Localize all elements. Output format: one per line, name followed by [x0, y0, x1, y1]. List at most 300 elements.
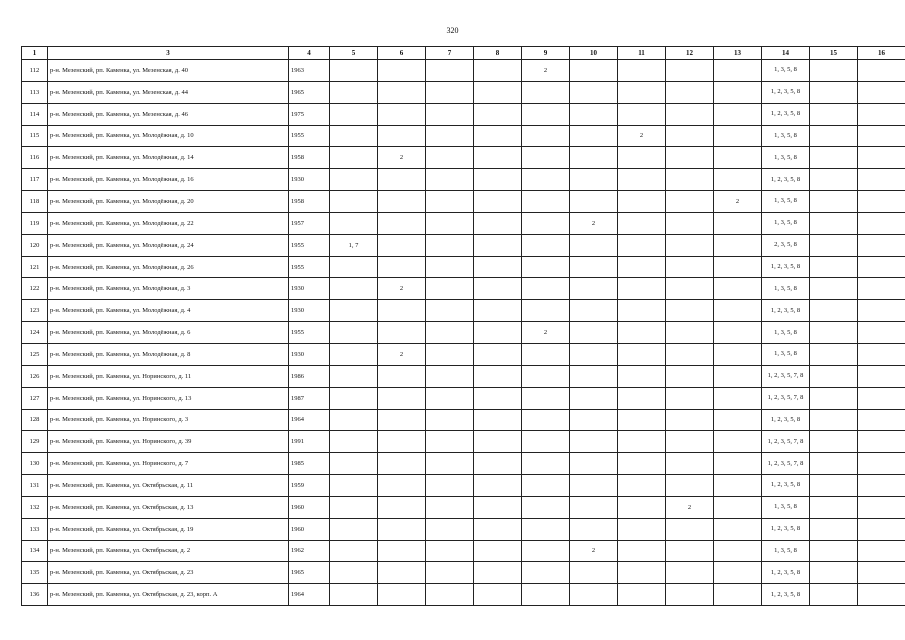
- col-8-cell: [474, 540, 522, 562]
- col-8-cell: [474, 453, 522, 475]
- row-number-cell: 112: [22, 60, 48, 82]
- col-7-cell: [426, 191, 474, 213]
- col-12-cell: [666, 81, 714, 103]
- col-11-cell: [618, 278, 666, 300]
- col-12-cell: [666, 125, 714, 147]
- col-6-cell: 2: [378, 147, 426, 169]
- col-16-cell: [858, 278, 905, 300]
- col-13-cell: [714, 540, 762, 562]
- col-12-cell: [666, 234, 714, 256]
- col-9-cell: 2: [522, 60, 570, 82]
- col-7-cell: [426, 147, 474, 169]
- col-13-cell: [714, 409, 762, 431]
- col-11-cell: [618, 431, 666, 453]
- column-header-4: 4: [289, 47, 330, 60]
- col-11-cell: [618, 300, 666, 322]
- col-13-cell: [714, 103, 762, 125]
- col-9-cell: 2: [522, 322, 570, 344]
- col-16-cell: [858, 60, 905, 82]
- col-13-cell: 2: [714, 191, 762, 213]
- col-7-cell: [426, 103, 474, 125]
- col-11-cell: [618, 322, 666, 344]
- col-14-cell: 1, 2, 3, 5, 8: [762, 256, 810, 278]
- col-16-cell: [858, 518, 905, 540]
- year-cell: 1991: [289, 431, 330, 453]
- row-number-cell: 116: [22, 147, 48, 169]
- col-8-cell: [474, 365, 522, 387]
- table-row: [22, 103, 905, 125]
- row-number-cell: 129: [22, 431, 48, 453]
- row-number-cell: 118: [22, 191, 48, 213]
- row-number-cell: 136: [22, 584, 48, 606]
- col-12-cell: [666, 540, 714, 562]
- col-7-cell: [426, 496, 474, 518]
- col-8-cell: [474, 343, 522, 365]
- page-number: 320: [446, 26, 459, 35]
- col-6-cell: 2: [378, 343, 426, 365]
- col-14-cell: 1, 3, 5, 8: [762, 60, 810, 82]
- column-header-1: 1: [22, 47, 48, 60]
- col-16-cell: [858, 125, 905, 147]
- col-12-cell: [666, 103, 714, 125]
- col-6-cell: [378, 256, 426, 278]
- col-13-cell: [714, 496, 762, 518]
- col-9-cell: [522, 147, 570, 169]
- col-7-cell: [426, 343, 474, 365]
- col-16-cell: [858, 562, 905, 584]
- col-8-cell: [474, 518, 522, 540]
- table-row: [22, 212, 905, 234]
- col-9-cell: [522, 191, 570, 213]
- col-11-cell: [618, 562, 666, 584]
- col-9-cell: [522, 169, 570, 191]
- col-13-cell: [714, 562, 762, 584]
- col-10-cell: 2: [570, 212, 618, 234]
- row-number-cell: 115: [22, 125, 48, 147]
- col-14-cell: 2, 3, 5, 8: [762, 234, 810, 256]
- col-8-cell: [474, 256, 522, 278]
- col-14-cell: 1, 2, 3, 5, 7, 8: [762, 453, 810, 475]
- col-7-cell: [426, 278, 474, 300]
- col-9-cell: [522, 212, 570, 234]
- col-8-cell: [474, 431, 522, 453]
- col-11-cell: [618, 409, 666, 431]
- address-cell: р-н. Мезенский, рп. Каменка, ул. Мезенская, д. 40: [48, 60, 289, 82]
- col-7-cell: [426, 60, 474, 82]
- table-row: [22, 191, 905, 213]
- year-cell: 1975: [289, 103, 330, 125]
- col-6-cell: [378, 191, 426, 213]
- table-row: [22, 540, 905, 562]
- col-12-cell: [666, 169, 714, 191]
- col-14-cell: 1, 2, 3, 5, 8: [762, 169, 810, 191]
- row-number-cell: 133: [22, 518, 48, 540]
- col-9-cell: [522, 103, 570, 125]
- column-header-8: 8: [474, 47, 522, 60]
- address-cell: р-н. Мезенский, рп. Каменка, ул. Молодёжная, д. 20: [48, 191, 289, 213]
- year-cell: 1957: [289, 212, 330, 234]
- col-14-cell: 1, 3, 5, 8: [762, 343, 810, 365]
- col-8-cell: [474, 562, 522, 584]
- col-16-cell: [858, 191, 905, 213]
- col-9-cell: [522, 518, 570, 540]
- table-row: [22, 60, 905, 82]
- col-7-cell: [426, 540, 474, 562]
- col-12-cell: [666, 409, 714, 431]
- col-12-cell: [666, 256, 714, 278]
- col-5-cell: [330, 409, 378, 431]
- col-12-cell: [666, 387, 714, 409]
- year-cell: 1987: [289, 387, 330, 409]
- year-cell: 1955: [289, 322, 330, 344]
- col-10-cell: [570, 365, 618, 387]
- col-16-cell: [858, 540, 905, 562]
- column-header-11: 11: [618, 47, 666, 60]
- col-5-cell: [330, 169, 378, 191]
- year-cell: 1930: [289, 278, 330, 300]
- col-13-cell: [714, 518, 762, 540]
- col-13-cell: [714, 147, 762, 169]
- col-12-cell: [666, 431, 714, 453]
- col-7-cell: [426, 81, 474, 103]
- address-cell: р-н. Мезенский, рп. Каменка, ул. Норинского, д. 13: [48, 387, 289, 409]
- col-7-cell: [426, 234, 474, 256]
- col-8-cell: [474, 496, 522, 518]
- col-13-cell: [714, 278, 762, 300]
- col-16-cell: [858, 322, 905, 344]
- col-14-cell: 1, 3, 5, 8: [762, 147, 810, 169]
- col-12-cell: 2: [666, 496, 714, 518]
- col-11-cell: [618, 540, 666, 562]
- col-16-cell: [858, 475, 905, 497]
- col-13-cell: [714, 234, 762, 256]
- col-6-cell: [378, 169, 426, 191]
- col-10-cell: [570, 278, 618, 300]
- table-row: [22, 431, 905, 453]
- col-14-cell: 1, 3, 5, 8: [762, 212, 810, 234]
- col-10-cell: [570, 256, 618, 278]
- col-14-cell: 1, 2, 3, 5, 8: [762, 518, 810, 540]
- col-7-cell: [426, 365, 474, 387]
- col-10-cell: [570, 387, 618, 409]
- col-13-cell: [714, 365, 762, 387]
- year-cell: 1960: [289, 496, 330, 518]
- address-cell: р-н. Мезенский, рп. Каменка, ул. Молодёжная, д. 16: [48, 169, 289, 191]
- col-16-cell: [858, 453, 905, 475]
- col-11-cell: [618, 518, 666, 540]
- col-8-cell: [474, 147, 522, 169]
- col-16-cell: [858, 584, 905, 606]
- col-15-cell: [810, 300, 858, 322]
- col-14-cell: 1, 3, 5, 8: [762, 540, 810, 562]
- col-7-cell: [426, 387, 474, 409]
- col-11-cell: [618, 81, 666, 103]
- col-10-cell: [570, 584, 618, 606]
- col-15-cell: [810, 147, 858, 169]
- col-14-cell: 1, 3, 5, 8: [762, 191, 810, 213]
- col-7-cell: [426, 125, 474, 147]
- address-cell: р-н. Мезенский, рп. Каменка, ул. Молодёжная, д. 3: [48, 278, 289, 300]
- col-15-cell: [810, 212, 858, 234]
- col-10-cell: [570, 322, 618, 344]
- col-14-cell: 1, 2, 3, 5, 8: [762, 562, 810, 584]
- address-cell: р-н. Мезенский, рп. Каменка, ул. Молодёжная, д. 4: [48, 300, 289, 322]
- col-5-cell: [330, 475, 378, 497]
- year-cell: 1955: [289, 234, 330, 256]
- column-header-5: 5: [330, 47, 378, 60]
- col-13-cell: [714, 256, 762, 278]
- col-14-cell: 1, 3, 5, 8: [762, 125, 810, 147]
- col-7-cell: [426, 409, 474, 431]
- col-14-cell: 1, 2, 3, 5, 7, 8: [762, 431, 810, 453]
- col-7-cell: [426, 322, 474, 344]
- col-6-cell: [378, 475, 426, 497]
- col-12-cell: [666, 343, 714, 365]
- col-14-cell: 1, 2, 3, 5, 8: [762, 584, 810, 606]
- col-14-cell: 1, 2, 3, 5, 7, 8: [762, 387, 810, 409]
- col-9-cell: [522, 300, 570, 322]
- column-header-7: 7: [426, 47, 474, 60]
- column-header-9: 9: [522, 47, 570, 60]
- col-16-cell: [858, 387, 905, 409]
- year-cell: 1930: [289, 343, 330, 365]
- col-8-cell: [474, 322, 522, 344]
- year-cell: 1955: [289, 125, 330, 147]
- col-11-cell: [618, 212, 666, 234]
- col-11-cell: [618, 496, 666, 518]
- col-6-cell: [378, 496, 426, 518]
- col-5-cell: [330, 584, 378, 606]
- column-header-3: 3: [48, 47, 289, 60]
- col-9-cell: [522, 475, 570, 497]
- col-10-cell: [570, 103, 618, 125]
- column-header-15: 15: [810, 47, 858, 60]
- year-cell: 1962: [289, 540, 330, 562]
- table-row: [22, 147, 905, 169]
- col-13-cell: [714, 584, 762, 606]
- address-cell: р-н. Мезенский, рп. Каменка, ул. Молодёжная, д. 22: [48, 212, 289, 234]
- col-15-cell: [810, 191, 858, 213]
- col-12-cell: [666, 300, 714, 322]
- col-6-cell: [378, 103, 426, 125]
- col-5-cell: 1, 7: [330, 234, 378, 256]
- col-15-cell: [810, 409, 858, 431]
- col-13-cell: [714, 475, 762, 497]
- table-row: [22, 562, 905, 584]
- col-14-cell: 1, 3, 5, 8: [762, 496, 810, 518]
- col-9-cell: [522, 387, 570, 409]
- col-16-cell: [858, 234, 905, 256]
- col-14-cell: 1, 2, 3, 5, 8: [762, 81, 810, 103]
- col-6-cell: [378, 518, 426, 540]
- col-8-cell: [474, 584, 522, 606]
- col-15-cell: [810, 562, 858, 584]
- col-8-cell: [474, 125, 522, 147]
- table-row: [22, 278, 905, 300]
- col-10-cell: [570, 300, 618, 322]
- col-6-cell: [378, 60, 426, 82]
- row-number-cell: 119: [22, 212, 48, 234]
- col-6-cell: [378, 409, 426, 431]
- row-number-cell: 125: [22, 343, 48, 365]
- col-12-cell: [666, 365, 714, 387]
- year-cell: 1955: [289, 256, 330, 278]
- col-15-cell: [810, 365, 858, 387]
- col-6-cell: [378, 431, 426, 453]
- col-13-cell: [714, 387, 762, 409]
- col-10-cell: [570, 431, 618, 453]
- col-10-cell: [570, 234, 618, 256]
- year-cell: 1965: [289, 81, 330, 103]
- row-number-cell: 132: [22, 496, 48, 518]
- table-row: [22, 234, 905, 256]
- col-9-cell: [522, 256, 570, 278]
- col-5-cell: [330, 562, 378, 584]
- col-13-cell: [714, 125, 762, 147]
- col-9-cell: [522, 562, 570, 584]
- col-11-cell: [618, 191, 666, 213]
- address-cell: р-н. Мезенский, рп. Каменка, ул. Октябрьская, д. 23, корп. А: [48, 584, 289, 606]
- col-15-cell: [810, 169, 858, 191]
- col-12-cell: [666, 584, 714, 606]
- col-15-cell: [810, 256, 858, 278]
- col-15-cell: [810, 125, 858, 147]
- col-11-cell: [618, 234, 666, 256]
- col-6-cell: [378, 212, 426, 234]
- table-row: [22, 300, 905, 322]
- col-16-cell: [858, 147, 905, 169]
- col-9-cell: [522, 343, 570, 365]
- col-7-cell: [426, 300, 474, 322]
- address-cell: р-н. Мезенский, рп. Каменка, ул. Норинского, д. 7: [48, 453, 289, 475]
- col-15-cell: [810, 453, 858, 475]
- col-11-cell: [618, 256, 666, 278]
- col-6-cell: [378, 453, 426, 475]
- col-16-cell: [858, 496, 905, 518]
- year-cell: 1964: [289, 409, 330, 431]
- column-header-13: 13: [714, 47, 762, 60]
- col-13-cell: [714, 81, 762, 103]
- col-8-cell: [474, 300, 522, 322]
- col-10-cell: [570, 81, 618, 103]
- col-5-cell: [330, 278, 378, 300]
- col-13-cell: [714, 60, 762, 82]
- table-row: [22, 475, 905, 497]
- col-15-cell: [810, 322, 858, 344]
- col-14-cell: 1, 3, 5, 8: [762, 322, 810, 344]
- col-9-cell: [522, 365, 570, 387]
- row-number-cell: 122: [22, 278, 48, 300]
- col-12-cell: [666, 475, 714, 497]
- col-8-cell: [474, 60, 522, 82]
- col-7-cell: [426, 475, 474, 497]
- col-10-cell: [570, 191, 618, 213]
- col-13-cell: [714, 431, 762, 453]
- col-11-cell: [618, 169, 666, 191]
- col-5-cell: [330, 365, 378, 387]
- table-row: [22, 496, 905, 518]
- col-11-cell: [618, 343, 666, 365]
- row-number-cell: 131: [22, 475, 48, 497]
- col-6-cell: [378, 584, 426, 606]
- col-7-cell: [426, 212, 474, 234]
- col-5-cell: [330, 103, 378, 125]
- col-6-cell: 2: [378, 278, 426, 300]
- col-6-cell: [378, 387, 426, 409]
- col-14-cell: 1, 3, 5, 8: [762, 278, 810, 300]
- row-number-cell: 127: [22, 387, 48, 409]
- row-number-cell: 114: [22, 103, 48, 125]
- col-15-cell: [810, 103, 858, 125]
- year-cell: 1965: [289, 562, 330, 584]
- col-8-cell: [474, 81, 522, 103]
- address-cell: р-н. Мезенский, рп. Каменка, ул. Октябрьская, д. 13: [48, 496, 289, 518]
- col-12-cell: [666, 147, 714, 169]
- address-cell: р-н. Мезенский, рп. Каменка, ул. Молодёжная, д. 8: [48, 343, 289, 365]
- col-9-cell: [522, 125, 570, 147]
- row-number-cell: 120: [22, 234, 48, 256]
- col-12-cell: [666, 278, 714, 300]
- col-5-cell: [330, 147, 378, 169]
- col-11-cell: [618, 147, 666, 169]
- address-cell: р-н. Мезенский, рп. Каменка, ул. Молодёжная, д. 14: [48, 147, 289, 169]
- col-15-cell: [810, 584, 858, 606]
- col-16-cell: [858, 103, 905, 125]
- col-7-cell: [426, 169, 474, 191]
- col-16-cell: [858, 212, 905, 234]
- address-cell: р-н. Мезенский, рп. Каменка, ул. Октябрьская, д. 23: [48, 562, 289, 584]
- col-12-cell: [666, 191, 714, 213]
- year-cell: 1958: [289, 147, 330, 169]
- col-13-cell: [714, 212, 762, 234]
- year-cell: 1930: [289, 300, 330, 322]
- col-10-cell: [570, 453, 618, 475]
- col-12-cell: [666, 453, 714, 475]
- col-5-cell: [330, 60, 378, 82]
- year-cell: 1986: [289, 365, 330, 387]
- col-5-cell: [330, 496, 378, 518]
- col-14-cell: 1, 2, 3, 5, 8: [762, 475, 810, 497]
- col-11-cell: [618, 584, 666, 606]
- table-row: [22, 365, 905, 387]
- address-cell: р-н. Мезенский, рп. Каменка, ул. Октябрьская, д. 11: [48, 475, 289, 497]
- col-16-cell: [858, 169, 905, 191]
- col-6-cell: [378, 234, 426, 256]
- table-row: [22, 322, 905, 344]
- col-6-cell: [378, 300, 426, 322]
- table-row: [22, 125, 905, 147]
- year-cell: 1960: [289, 518, 330, 540]
- col-12-cell: [666, 562, 714, 584]
- col-5-cell: [330, 212, 378, 234]
- col-16-cell: [858, 431, 905, 453]
- col-9-cell: [522, 234, 570, 256]
- row-number-cell: 121: [22, 256, 48, 278]
- address-cell: р-н. Мезенский, рп. Каменка, ул. Молодёжная, д. 24: [48, 234, 289, 256]
- year-cell: 1959: [289, 475, 330, 497]
- row-number-cell: 128: [22, 409, 48, 431]
- col-15-cell: [810, 475, 858, 497]
- col-15-cell: [810, 60, 858, 82]
- col-14-cell: 1, 2, 3, 5, 8: [762, 300, 810, 322]
- col-10-cell: [570, 518, 618, 540]
- col-9-cell: [522, 431, 570, 453]
- address-cell: р-н. Мезенский, рп. Каменка, ул. Октябрьская, д. 2: [48, 540, 289, 562]
- col-10-cell: [570, 60, 618, 82]
- table-row: [22, 169, 905, 191]
- year-cell: 1930: [289, 169, 330, 191]
- table-row: [22, 584, 905, 606]
